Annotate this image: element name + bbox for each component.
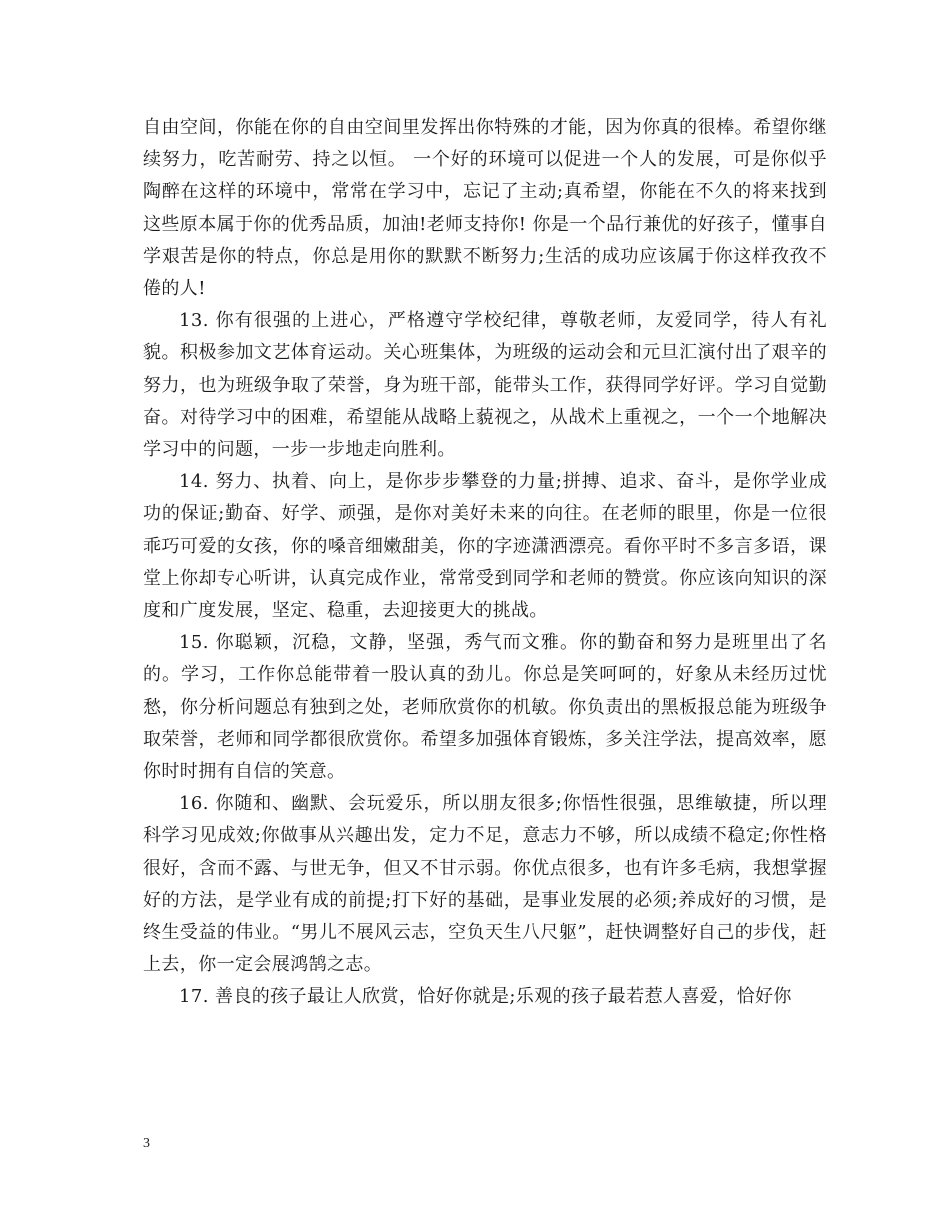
paragraph-item-17: 17. 善良的孩子最让人欣赏，恰好你就是;乐观的孩子最若惹人喜爱，恰好你 [179, 986, 792, 1008]
page-number: 3 [143, 1136, 150, 1151]
paragraph-item-13: 13. 你有很强的上进心，严格遵守学校纪律，尊敬老师，友爱同学，待人有礼貌。积极参加文艺体育运动。关心班集体，为班级的运动会和元旦汇演付出了艰辛的努力，也为班级争取了荣誉，身为班干部，能带头工作，获得同学好评。学习自觉勤奋。对待学习中的困难，希望能从战略上藐视之，从战术上重视之，一个一个地解决学习中的问题，一步一步地走向胜利。 [143, 310, 827, 461]
paragraph-item-15: 15. 你聪颖，沉稳，文静，坚强，秀气而文雅。你的勤奋和努力是班里出了名的。学习，工作你总能带着一股认真的劲儿。你总是笑呵呵的，好象从未经历过忧愁，你分析问题总有独到之处，老师欣赏你的机敏。你负责出的黑板报总能为班级争取荣誉，老师和同学都很欣赏你。希望多加强体育锻炼，多关注学法，提高效率，愿你时时拥有自信的笑意。 [143, 632, 827, 783]
paragraph-item-16: 16. 你随和、幽默、会玩爱乐，所以朋友很多;你悟性很强，思维敏捷，所以理科学习见成效;你做事从兴趣出发，定力不足，意志力不够，所以成绩不稳定;你性格很好，含而不露、与世无争，但又不甘示弱。你优点很多，也有许多毛病，我想掌握好的方法，是学业有成的前提;打下好的基础，是事业发展的必须;养成好的习惯，是终生受益的伟业。“男儿不展风云志，空负天生八尺躯”，赶快调整好自己的步伐，赶上去，你一定会展鸿鹄之志。 [143, 793, 827, 976]
document-body [143, 112, 827, 1014]
paragraph-continuation: 自由空间，你能在你的自由空间里发挥出你特殊的才能，因为你真的很棒。希望你继续努力，吃苦耐劳、持之以恒。 一个好的环境可以促进一个人的发展，可是你似乎陶醉在这样的环境中，常常在学习中，忘记了主动;真希望，你能在不久的将来找到这些原本属于你的优秀品质，加油!老师支持你! 你是一个品行兼优的好孩子，懂事自学艰苦是你的特点，你总是用你的默默不断努力;生活的成功应该属于你这样孜孜不倦的人! [143, 117, 827, 300]
paragraph-item-14: 14. 努力、执着、向上，是你步步攀登的力量;拼搏、追求、奋斗，是你学业成功的保证;勤奋、好学、顽强，是你对美好未来的向往。在老师的眼里，你是一位很乖巧可爱的女孩，你的嗓音细嫩甜美，你的字迹潇洒漂亮。看你平时不多言多语，课堂上你却专心听讲，认真完成作业，常常受到同学和老师的赞赏。你应该向知识的深度和广度发展，坚定、稳重，去迎接更大的挑战。 [143, 471, 827, 622]
